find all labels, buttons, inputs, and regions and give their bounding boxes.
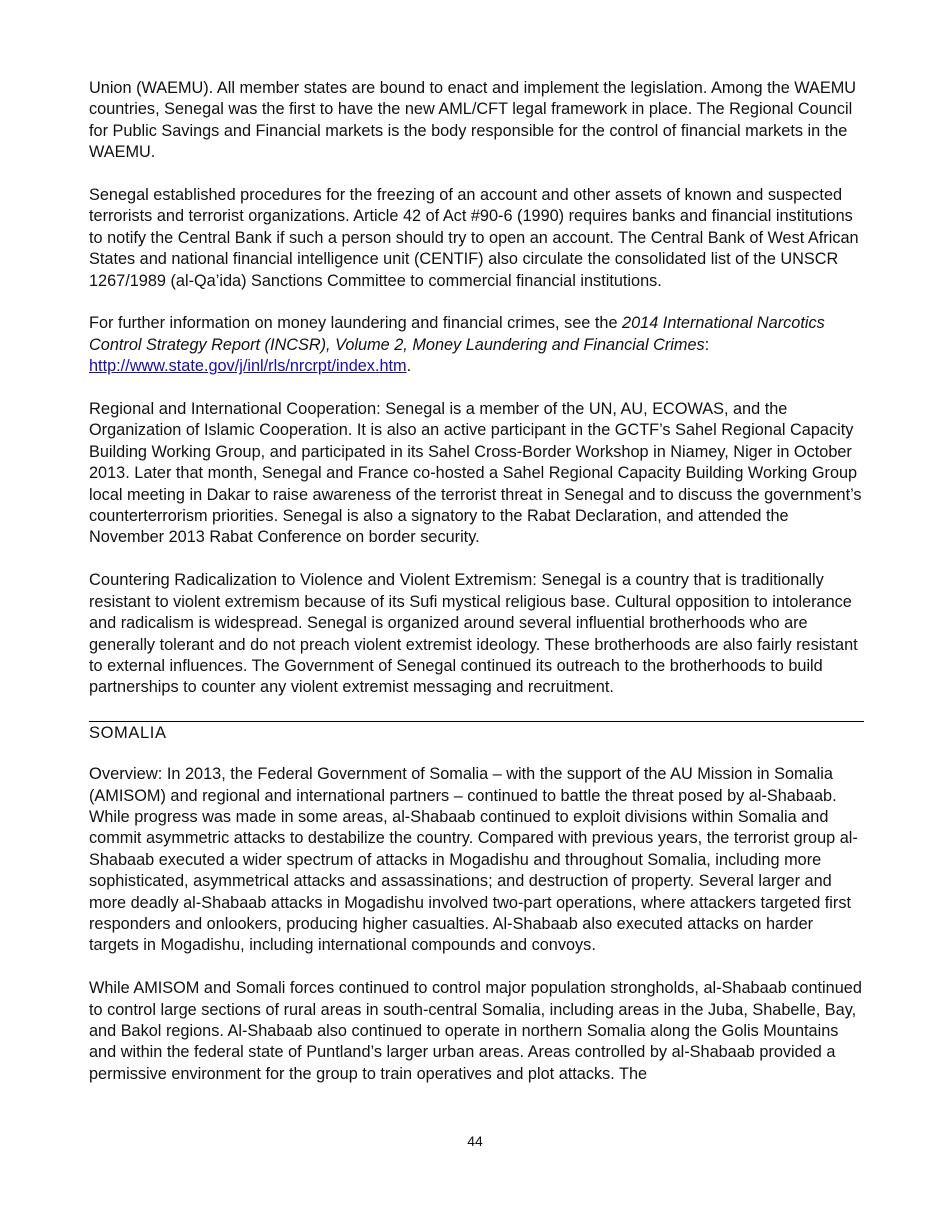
paragraph-further-info (89, 313, 864, 377)
countering-radicalization-heading: Countering Radicalization to Violence and Violent Extremism: (89, 571, 537, 590)
countering-radicalization-body: Senegal is a country that is traditionally resistant to violent extremism because of its Sufi mystical religious base. Cultural opposition to intolerance and radicalism is widespread. Senegal is organized around several influential brotherhoods who are generally tolerant and do not preach violent extremist ideology. These brotherhoods are also fairly resistant to external influences. The Government of Senegal continued its outreach to the brotherhoods to build partnerships to counter any violent extremist messaging and recruitment. (89, 571, 858, 697)
paragraph-countering-radicalization (89, 570, 864, 698)
paragraph-regional-cooperation (89, 399, 864, 549)
incsr-link[interactable]: http://www.state.gov/j/inl/rls/nrcrpt/index.htm (89, 357, 407, 376)
regional-cooperation-body: Senegal is a member of the UN, AU, ECOWAS, and the Organization of Islamic Cooperation. It is also an active participant in the GCTF’s Sahel Regional Capacity Building Working Group, and participated in its Sahel Cross-Border Workshop in Niamey, Niger in October 2013. Later that month, Senegal and France co-hosted a Sahel Regional Capacity Building Working Group local meeting in Dakar to raise awareness of the terrorist threat in Senegal and to discuss the government’s counterterrorism priorities. Senegal is also a signatory to the Rabat Declaration, and attended the November 2013 Rabat Conference on border security. (89, 400, 862, 547)
paragraph-somalia-overview (89, 764, 864, 957)
further-info-end: . (406, 357, 412, 376)
overview-body: In 2013, the Federal Government of Somalia – with the support of the AU Mission in Somalia (AMISOM) and regional and international partners – continued to battle the threat posed by al-Shabaab. While progress was made in some areas, al-Shabaab continued to exploit divisions within Somalia and commit asymmetric attacks to destabilize the country. Compared with previous years, the terrorist group al-Shabaab executed a wider spectrum of attacks in Mogadishu and throughout Somalia, including more sophisticated, asymmetrical attacks and assassinations; and destruction of property. Several larger and more deadly al-Shabaab attacks in Mogadishu involved two-part operations, where attackers targeted first responders and onlookers, producing higher casualties. Al-Shabaab also executed attacks on harder targets in Mogadishu, including international compounds and convoys. (89, 765, 858, 955)
section-title-somalia: SOMALIA (89, 723, 167, 742)
section-divider (89, 721, 864, 722)
paragraph-amisom-control: While AMISOM and Somali forces continued to control major population strongholds, al-Shabaab continued to control large sections of rural areas in south-central Somalia, including areas in the Juba, Shabelle, Bay, and Bakol regions. Al-Shabaab also continued to operate in northern Somalia along the Golis Mountains and within the federal state of Puntland’s larger urban areas. Areas controlled by al-Shabaab provided a permissive environment for the group to train operatives and plot attacks. The (89, 979, 862, 1083)
further-info-colon: : (704, 335, 710, 354)
regional-cooperation-heading: Regional and International Cooperation: (89, 400, 381, 419)
document-page (89, 78, 864, 1107)
page-number: 44 (467, 1133, 483, 1149)
paragraph-asset-freezing: Senegal established procedures for the freezing of an account and other assets of known and suspected terrorists and terrorist organizations. Article 42 of Act #90-6 (1990) requires banks and financial institutions to notify the Central Bank if such a person should try to open an account. The Central Bank of West African States and national financial intelligence unit (CENTIF) also circulate the consolidated list of the UNSCR 1267/1989 (al-Qa’ida) Sanctions Committee to commercial financial institutions. (89, 186, 859, 290)
further-info-intro: For further information on money laundering and financial crimes, see the (89, 314, 623, 333)
paragraph-waemu: Union (WAEMU). All member states are bound to enact and implement the legislation. Among the WAEMU countries, Senegal was the first to have the new AML/CFT legal framework in place. The Regional Council for Public Savings and Financial markets is the body responsible for the control of financial markets in the WAEMU. (89, 79, 857, 162)
overview-heading: Overview: (89, 765, 163, 784)
incsr-report-title: 2014 International Narcotics Control Strategy Report (INCSR), Volume 2, Money Laundering and Financial Crimes (89, 314, 825, 354)
